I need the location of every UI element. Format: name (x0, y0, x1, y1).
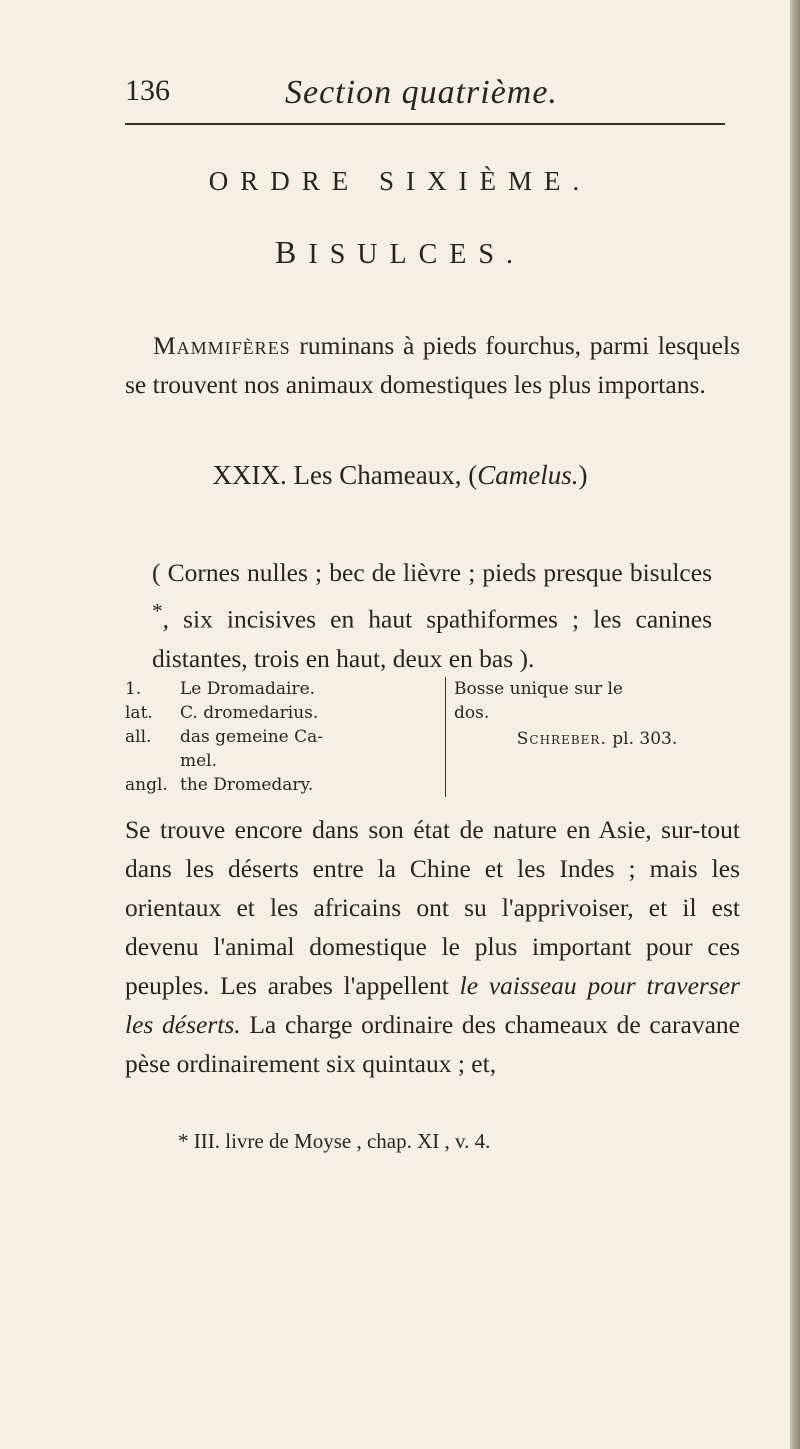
characters-before: ( Cornes nulles ; bec de lièvre ; pieds presque bisulces (152, 558, 712, 587)
main-text-part2: La charge ordinaire des chameaux de caravane pèse ordinairement six quintaux ; et, (125, 1010, 740, 1078)
synonym-lang: all. (125, 727, 152, 747)
order-name-rest: ISULCES. (308, 239, 525, 270)
synonym-name: the Dromedary. (180, 775, 314, 795)
species-trait-line-1: Bosse unique sur le (454, 679, 623, 699)
synonym-row (125, 773, 437, 797)
species-trait-line-2: dos. (454, 703, 490, 723)
header-rule (125, 123, 725, 125)
species-number: 1. (125, 679, 142, 699)
page-number: 136 (125, 74, 170, 107)
order-name (0, 234, 800, 271)
species-name: Le Dromadaire. (180, 679, 316, 699)
footnote (178, 1129, 738, 1154)
main-text-italic: le vaisseau pour traverser les déserts. (125, 971, 740, 1039)
running-title: Section quatrième. (285, 74, 558, 111)
main-paragraph (125, 810, 740, 1083)
main-text-part1: Se trouve encore dans son état de nature en Asie, sur-tout dans les déserts entre la Chine et les Indes ; mais les orientaux et les africains ont su l'apprivoiser, et il est devenu l'animal domestique le plus important pour ces peuples. Les arabes l'appellent (125, 815, 740, 1000)
reference-plate: pl. 303. (612, 729, 678, 749)
footnote-reference-mark: * (152, 599, 163, 623)
reference-author: Schreber. (516, 729, 607, 749)
synonym-lang: angl. (125, 775, 168, 795)
intro-lead: Mammifères (153, 331, 291, 360)
genus-characters (152, 553, 712, 678)
characters-after: , six incisives en haut spathiformes ; les canines distantes, trois en haut, deux en bas ). (152, 604, 712, 673)
synonym-row (125, 701, 437, 725)
genus-latin: Camelus. (477, 460, 579, 490)
synonym-name: C. dromedarius. (180, 703, 319, 723)
running-head (125, 74, 725, 114)
synonym-name: mel. (180, 751, 218, 771)
species-description (445, 677, 740, 797)
species-name-row (125, 677, 437, 701)
synonym-row (125, 725, 437, 749)
synonym-row (125, 749, 437, 773)
species-synonyms (125, 677, 437, 797)
page-edge (790, 0, 800, 1449)
synonym-lang: lat. (125, 703, 153, 723)
footnote-text: III. livre de Moyse , chap. XI , v. 4. (188, 1129, 491, 1153)
genus-heading: XXIX. Les Chameaux, (Camelus.) (212, 460, 588, 490)
synonym-name: das gemeine Ca- (180, 727, 324, 747)
order-title: ORDRE SIXIÈME. (208, 166, 592, 196)
footnote-mark: * (178, 1129, 189, 1153)
species-reference (454, 725, 740, 751)
intro-text: ruminans à pieds fourchus, parmi lesquels se trouvent nos animaux domestiques les plus importans. (125, 331, 740, 399)
genus-name: Les Chameaux, (293, 460, 462, 490)
intro-paragraph (125, 326, 740, 404)
synonym-lang (125, 749, 180, 773)
order-name-initial: B (275, 234, 309, 270)
species-entry (125, 677, 740, 801)
genus-number: XXIX. (212, 460, 287, 490)
